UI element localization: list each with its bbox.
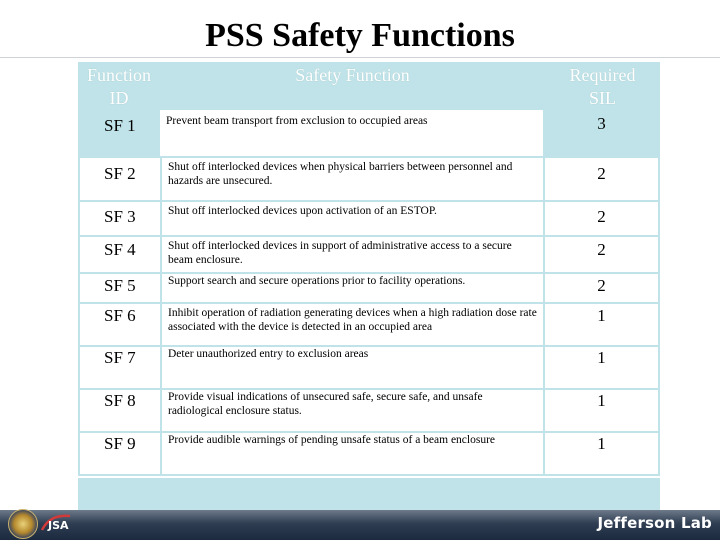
row-sil: 2 [597, 207, 606, 226]
row-desc: Shut off interlocked devices when physical barriers between personnel and hazards are unsecured. [168, 161, 513, 187]
safety-functions-table [78, 62, 660, 512]
row-sil: 2 [597, 164, 606, 183]
header-function-id-line2: ID [109, 88, 129, 108]
header-function-id [78, 64, 160, 110]
row-id: SF 8 [104, 391, 136, 410]
row-desc-cell [162, 158, 543, 200]
row-id: SF 3 [104, 207, 136, 226]
row-sil-cell [545, 237, 658, 272]
row-desc: Deter unauthorized entry to exclusion areas [168, 348, 369, 360]
row-desc: Support search and secure operations prior to facility operations. [168, 275, 466, 287]
header-sil-line1: Required [569, 65, 636, 85]
table-row [80, 304, 160, 345]
row-desc-cell [162, 390, 543, 431]
row-sil: 2 [597, 276, 606, 295]
row-sil-cell [545, 347, 658, 388]
row-sil: 3 [597, 114, 606, 133]
row-sil-cell [545, 274, 658, 302]
table-row [80, 202, 160, 235]
jsa-logo-text: JSA [48, 519, 69, 532]
row-sil: 1 [597, 391, 606, 410]
row-sil-cell [545, 110, 658, 156]
header-safety-function: Safety Function [295, 65, 410, 85]
row-desc-cell [162, 202, 543, 235]
table-row [80, 110, 160, 156]
table-empty-footer [78, 476, 660, 514]
header-function-id-line1: Function [86, 65, 151, 85]
row-sil-cell [545, 202, 658, 235]
row-desc: Prevent beam transport from exclusion to occupied areas [166, 115, 428, 127]
table-row [80, 237, 160, 272]
row-sil: 2 [597, 240, 606, 259]
row-sil-cell [545, 158, 658, 200]
table-row [80, 433, 160, 474]
row-sil-cell [545, 304, 658, 345]
row-desc-cell [162, 237, 543, 272]
table-row [80, 274, 160, 302]
row-desc-cell [160, 110, 543, 156]
header-sil-line2: SIL [589, 88, 616, 108]
row-sil: 1 [597, 434, 606, 453]
row-desc: Shut off interlocked devices in support of administrative access to a secure beam enclosure. [168, 240, 512, 266]
row-id: SF 1 [104, 116, 136, 135]
row-desc-cell [162, 433, 543, 474]
row-id: SF 4 [104, 240, 136, 259]
row-desc-cell [162, 304, 543, 345]
row-desc: Shut off interlocked devices upon activation of an ESTOP. [168, 205, 437, 217]
doe-seal-icon [8, 509, 38, 539]
row-sil: 1 [597, 306, 606, 325]
table-row [80, 158, 160, 200]
row-id: SF 6 [104, 306, 136, 325]
header-required-sil [545, 64, 660, 110]
row-desc-cell [162, 347, 543, 388]
row-id: SF 7 [104, 348, 136, 367]
jsa-logo-icon [40, 512, 74, 534]
row-sil: 1 [597, 348, 606, 367]
top-divider [0, 57, 720, 58]
row-sil-cell [545, 433, 658, 474]
row-id: SF 5 [104, 276, 136, 295]
row-desc: Provide audible warnings of pending unsafe status of a beam enclosure [168, 434, 496, 446]
row-id: SF 2 [104, 164, 136, 183]
row-id: SF 9 [104, 434, 136, 453]
table-row [80, 390, 160, 431]
row-desc: Provide visual indications of unsecured safe, secure safe, and unsafe radiological enclosure status. [168, 391, 483, 417]
row-desc: Inhibit operation of radiation generating devices when a high radiation dose rate associated with the device is detected in an occupied area [168, 307, 537, 333]
row-sil-cell [545, 390, 658, 431]
row-desc-cell [162, 274, 543, 302]
table-row [80, 347, 160, 388]
slide-title: PSS Safety Functions [205, 17, 515, 54]
jefferson-lab-logo: Jefferson Lab [597, 514, 712, 532]
